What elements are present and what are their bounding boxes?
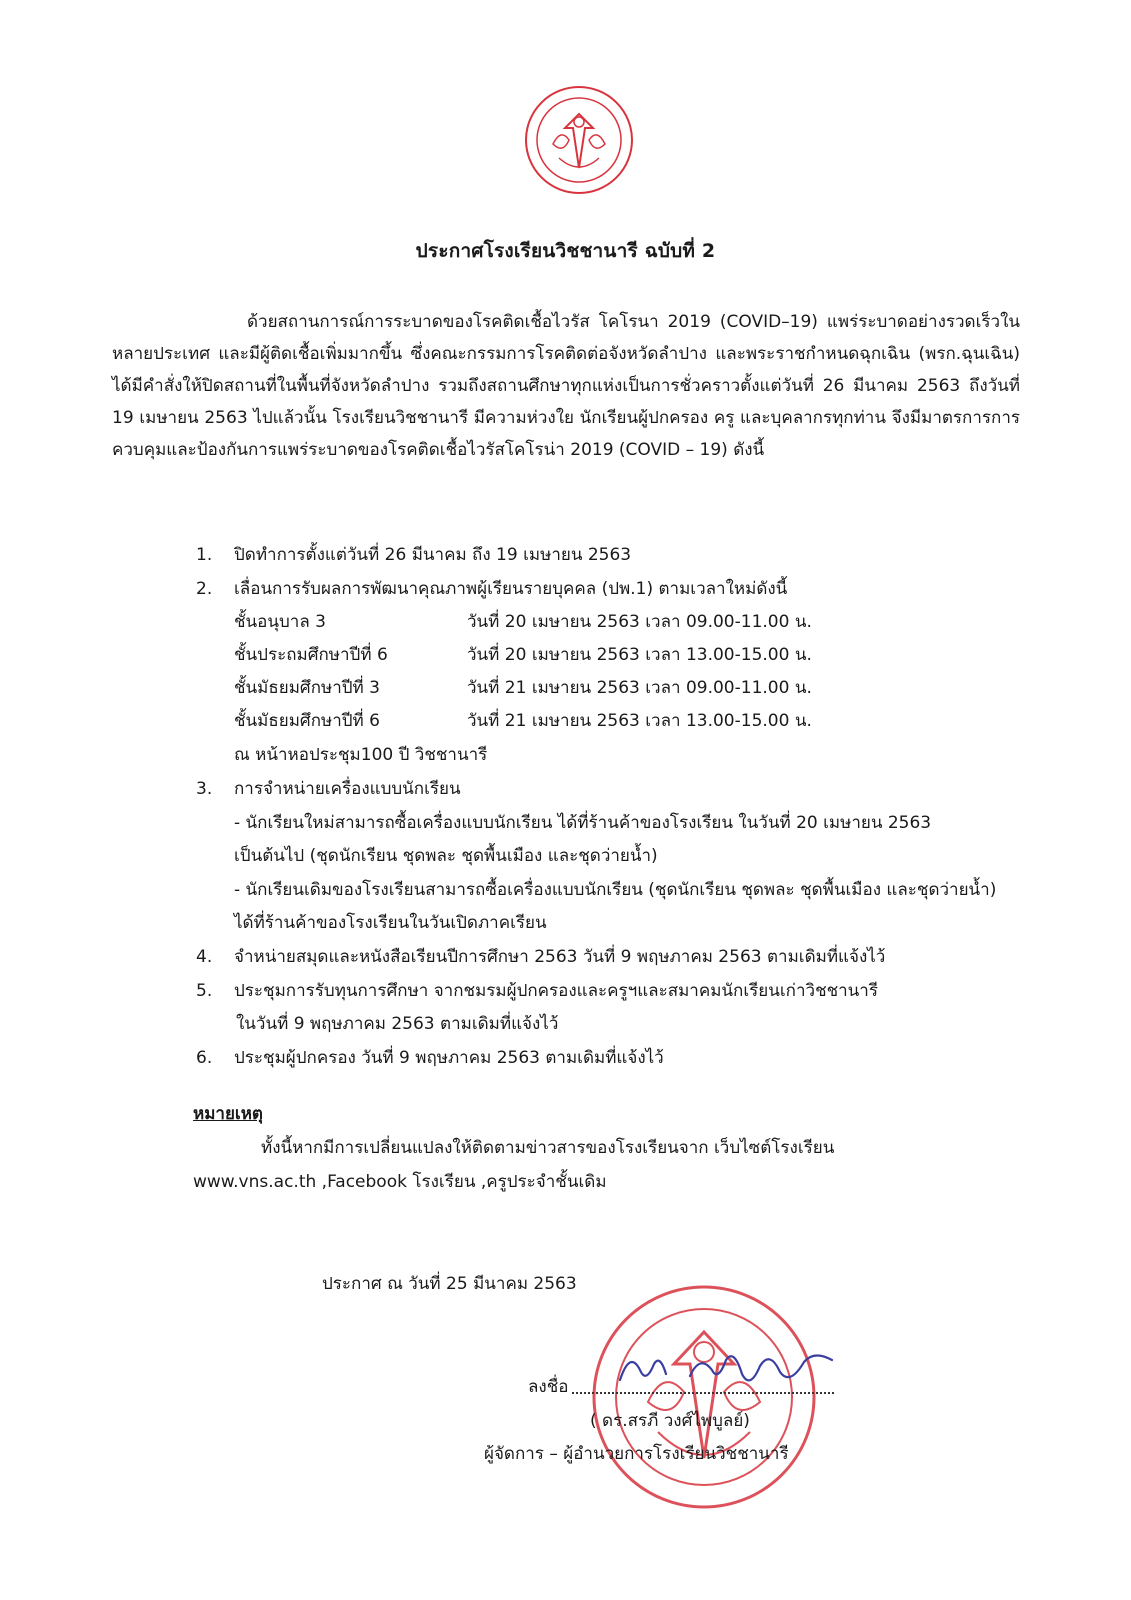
uniform-new-line: เป็นต้นไป (ชุดนักเรียน ชุดพละ ชุดพื้นเมือง และชุดว่ายน้ำ) [234,846,658,866]
item-number: 4. [196,947,213,967]
schedule-time: วันที่ 20 เมษายน 2563 เวลา 13.00-15.00 น. [467,645,812,665]
schedule-time: วันที่ 21 เมษายน 2563 เวลา 13.00-15.00 น. [467,711,812,731]
announce-date: ประกาศ ณ วันที่ 25 มีนาคม 2563 [322,1274,577,1294]
item-number: 6. [196,1048,213,1068]
note-line: www.vns.ac.th ,Facebook โรงเรียน ,ครูประจำชั้นเดิม [193,1172,607,1192]
item-text: การจำหน่ายเครื่องแบบนักเรียน [234,779,461,799]
list-item [196,775,461,802]
item-text: ประชุมการรับทุนการศึกษา จากชมรมผู้ปกครองและครูฯและสมาคมนักเรียนเก่าวิชชานารี [234,981,878,1001]
schedule-row [234,674,812,701]
school-logo [523,84,635,196]
item-text: จำหน่ายสมุดและหนังสือเรียนปีการศึกษา 2563 วันที่ 9 พฤษภาคม 2563 ตามเดิมที่แจ้งไว้ [234,947,886,967]
list-item [196,977,878,1004]
signatory-position: ผู้จัดการ – ผู้อำนวยการโรงเรียนวิชชานารี [484,1444,789,1464]
signatory-name: ( ดร.สรภี วงศ์ไพบูลย์) [590,1411,750,1431]
schedule-row [234,608,812,635]
item-text: ปิดทำการตั้งแต่วันที่ 26 มีนาคม ถึง 19 เมษายน 2563 [234,545,632,565]
item-number: 5. [196,981,213,1001]
schedule-level: ชั้นอนุบาล 3 [234,612,326,632]
venue: ณ หน้าหอประชุม100 ปี วิชชานารี [234,745,488,765]
list-item [196,943,885,970]
intro-text: ด้วยสถานการณ์การระบาดของโรคติดเชื้อไวรัส โคโรนา 2019 (COVID–19) แพร่ระบาดอย่างรวดเร็วในหลายประเทศ และมีผู้ติดเชื้อเพิ่มมากขึ้น ซึ่งคณะกรรมการโรคติดต่อจังหวัดลำปาง และพระราชกำหนดฉุกเฉิน (พรก.ฉุนเฉิน) ได้มีคำสั่งให้ปิดสถานที่ในพื้นที่จังหวัดลำปาง รวมถึงสถานศึกษาทุกแห่งเป็นการชั่วคราวตั้งแต่วันที่ 26 มีนาคม 2563 ถึงวันที่ 19 เมษายน 2563 ไปแล้วนั้น โรงเรียนวิชชานารี มีความห่วงใย นักเรียนผู้ปกครอง ครู และบุคลากรทุกท่าน จึงมีมาตรการการควบคุมและป้องกันการแพร่ระบาดของโรคติดเชื้อไวรัสโคโรน่า 2019 (COVID – 19) ดังนี้ [112,312,1020,460]
schedule-level: ชั้นประถมศึกษาปีที่ 6 [234,645,388,665]
note-heading: หมายเหตุ [193,1104,263,1124]
uniform-old-line: - นักเรียนเดิมของโรงเรียนสามารถซื้อเครื่องแบบนักเรียน (ชุดนักเรียน ชุดพละ ชุดพื้นเมือง และชุดว่ายน้ำ) [234,880,997,900]
schedule-time: วันที่ 21 เมษายน 2563 เวลา 09.00-11.00 น. [467,678,812,698]
schedule-row [234,641,812,668]
schedule-level: ชั้นมัธยมศึกษาปีที่ 3 [234,678,380,698]
list-item [196,541,631,568]
list-item [196,575,787,602]
item5-continuation: ในวันที่ 9 พฤษภาคม 2563 ตามเดิมที่แจ้งไว้ [236,1014,559,1034]
uniform-old-line: ได้ที่ร้านค้าของโรงเรียนในวันเปิดภาคเรียน [234,913,547,933]
note-line: ทั้งนี้หากมีการเปลี่ยนแปลงให้ติดตามข่าวสารของโรงเรียนจาก เว็บไซต์โรงเรียน [261,1138,835,1158]
item-text: ประชุมผู้ปกครอง วันที่ 9 พฤษภาคม 2563 ตามเดิมที่แจ้งไว้ [234,1048,664,1068]
item-number: 1. [196,545,213,565]
document-title: ประกาศโรงเรียนวิชชานารี ฉบับที่ 2 [415,240,716,262]
schedule-time: วันที่ 20 เมษายน 2563 เวลา 09.00-11.00 น. [467,612,812,632]
list-item [196,1044,664,1071]
item-number: 2. [196,579,213,599]
item-text: เลื่อนการรับผลการพัฒนาคุณภาพผู้เรียนรายบุคคล (ปพ.1) ตามเวลาใหม่ดังนี้ [234,579,788,599]
schedule-row [234,707,812,734]
item-number: 3. [196,779,213,799]
signature-label: ลงชื่อ [528,1377,569,1397]
schedule-level: ชั้นมัธยมศึกษาปีที่ 6 [234,711,380,731]
handwritten-signature [600,1340,840,1400]
intro-paragraph [112,306,1020,466]
uniform-new-line: - นักเรียนใหม่สามารถซื้อเครื่องแบบนักเรียน ได้ที่ร้านค้าของโรงเรียน ในวันที่ 20 เมษายน 2563 [234,813,932,833]
